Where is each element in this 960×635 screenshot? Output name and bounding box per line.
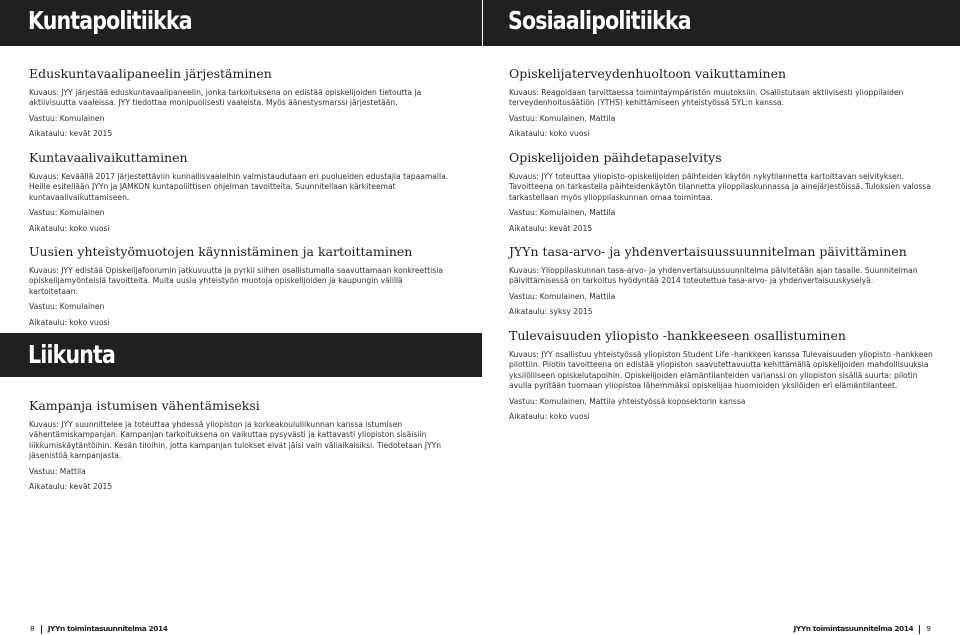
left-subtitle: Liikunta [28, 340, 116, 369]
footer-divider [41, 625, 42, 634]
section-heading: Uusien yhteistyömuotojen käynnistäminen ja kartoittaminen [29, 244, 413, 259]
section-responsible: Vastuu: Komulainen, Mattila [509, 208, 616, 218]
section-responsible: Vastuu: Komulainen [29, 113, 105, 123]
section-description: Kuvaus: Keväällä 2017 järjestettäviin kunnallisvaaleihin valmistaudutaan eri puolueiden edustajia tapaamalla. Heille esitellään JYYn ja JAMKON kuntapoliittisen ohjelman tavoitteita. Suunnitellaan kärkiteemat kuntavaalivaikuttamiseen. [29, 172, 449, 202]
section-description: Kuvaus: Reagoidaan tarvittaessa toimintaympäristön muutoksiin. Osallistutaan aktiivisesti ylioppilaiden terveydenhoitosäätiön (YTHS) kehittämiseen yhteistyössä SYL:n kanssa. [509, 88, 904, 108]
section-description: Kuvaus: Ylioppilaskunnan tasa-arvo- ja yhdenvertaisuussuunnitelma päivitetään ajan tasalle. Suunnitelman päivittämisessä on tarkoitus hyödyntää 2014 toteutettua tasa-arvo- ja yhdenvertaisuuskyselyä. [509, 266, 918, 286]
right-footer [794, 624, 931, 634]
section-schedule: Aikataulu: koko vuosi [509, 412, 590, 422]
section-responsible: Vastuu: Komulainen, Mattila [509, 291, 616, 301]
section-responsible: Vastuu: Mattila [29, 466, 86, 476]
section-description: Kuvaus: JYY suunnittelee ja toteuttaa yhdessä yliopiston ja korkeakoululiikunnan kanssa istumisen vähentämiskampanjan. Kampanjan tarkoituksena on vaikuttaa pysyvästi ja kattavasti yliopiston sisäisiin liikkumiskäytäntöihin. Kesän tiloihin, jotta kampanjan tulokset eivät jäisi vain väliaikaisiksi. Tiedotetaan JYYn jäsenistöä kampanjasta. [29, 420, 442, 461]
page-number: 9 [926, 624, 931, 633]
left-column [29, 398, 453, 492]
section-schedule: Aikataulu: koko vuosi [509, 129, 590, 139]
right-column [509, 328, 933, 422]
section-schedule: Aikataulu: kevät 2015 [29, 129, 113, 139]
left-title-bar [0, 0, 482, 46]
section-schedule: Aikataulu: koko vuosi [29, 223, 110, 233]
right-column [509, 66, 933, 140]
right-title-bar [483, 0, 960, 46]
section [509, 244, 933, 318]
section-heading: Eduskuntavaalipaneelin järjestäminen [29, 66, 272, 81]
section-responsible: Vastuu: Komulainen [29, 208, 105, 218]
section-description: Kuvaus: JYY edistää Opiskelijafoorumin jatkuvuutta ja pyrkii siihen osallistumalla saavuttamaan konkreettisia opiskelijamyönteisiä tavoitteita. Muita uusia yhteistyön muotoja opiskelijoiden ja kaupungin välillä kartoitetaan. [29, 266, 444, 296]
section-description: Kuvaus: JYY järjestää eduskuntavaalipaneelin, jonka tarkoituksena on edistää opiskelijoiden tietoutta ja aktiivisuutta vaaleissa. JYY tiedottaa monipuolisesti vaaleista. Myös äänestysmarssi järjestetään. [29, 88, 422, 108]
section [29, 150, 453, 234]
section-heading: Opiskelijaterveydenhuoltoon vaikuttaminen [509, 66, 787, 81]
section-responsible: Vastuu: Komulainen [29, 302, 105, 312]
left-column [29, 244, 453, 328]
section-description: Kuvaus: JYY toteuttaa yliopisto-opiskelijoiden päihteiden käytön nykytilannetta kartoittavan selvityksen. Tavoitteena on tarkastella päihteidenkäytön tilannetta ylioppilaskunnassa ja ainejärjestöissä. Tuloksien valossa tarkastellaan myös ylioppilaskunnan omaa toimintaa. [509, 172, 931, 202]
section-heading: JYYn tasa-arvo- ja yhdenvertaisuussuunnitelman päivittäminen [509, 244, 907, 259]
section [509, 328, 933, 422]
section-heading: Kuntavaalivaikuttaminen [29, 150, 188, 165]
section-heading: Tulevaisuuden yliopisto -hankkeeseen osallistuminen [509, 328, 846, 343]
section [29, 244, 453, 328]
right-column [509, 244, 933, 318]
section-schedule: Aikataulu: koko vuosi [29, 317, 110, 327]
section-schedule: Aikataulu: kevät 2015 [509, 223, 593, 233]
section [509, 150, 933, 234]
footer-document-name: JYYn toimintasuunnitelma 2014 [47, 624, 168, 633]
footer-divider [919, 625, 920, 634]
section-responsible: Vastuu: Komulainen, Mattila [509, 113, 616, 123]
left-page-title: Kuntapolitiikka [28, 6, 192, 35]
right-column [509, 150, 933, 234]
section-description: Kuvaus: JYY osallistuu yhteistyössä yliopiston Student Life -hankkeen kanssa Tulevaisuuden yliopisto -hankkeen pilottiin. Pilotin tavoitteena on edistää yliopiston saavutettavuutta kehittämällä opiskelijoiden mahdollisuuksia yksilölliseen opiskelutapoihin. Opiskelijoiden elämäntilanteiden varianssi on yliopiston sisällä suurta: pilotin avulla pyritään tuomaan yliopistoa lähemmäksi opiskelijaa huomioiden yksilöiden eri elämäntilanteet. [509, 350, 933, 391]
left-subtitle-bar [0, 333, 482, 377]
right-page-title: Sosiaalipolitiikka [508, 6, 691, 35]
section [29, 66, 453, 140]
section-heading: Kampanja istumisen vähentämiseksi [29, 398, 260, 413]
section-schedule: Aikataulu: syksy 2015 [509, 307, 593, 317]
section-schedule: Aikataulu: kevät 2015 [29, 482, 113, 492]
section-responsible: Vastuu: Komulainen, Mattila yhteistyössä koposektorin kanssa [509, 396, 746, 406]
left-column [29, 150, 453, 234]
left-column [29, 66, 453, 140]
section [509, 66, 933, 140]
page-number: 8 [30, 624, 35, 633]
footer-document-name: JYYn toimintasuunnitelma 2014 [793, 624, 914, 633]
left-footer [30, 624, 167, 634]
section [29, 398, 453, 492]
section-heading: Opiskelijoiden päihdetapaselvitys [509, 150, 722, 165]
